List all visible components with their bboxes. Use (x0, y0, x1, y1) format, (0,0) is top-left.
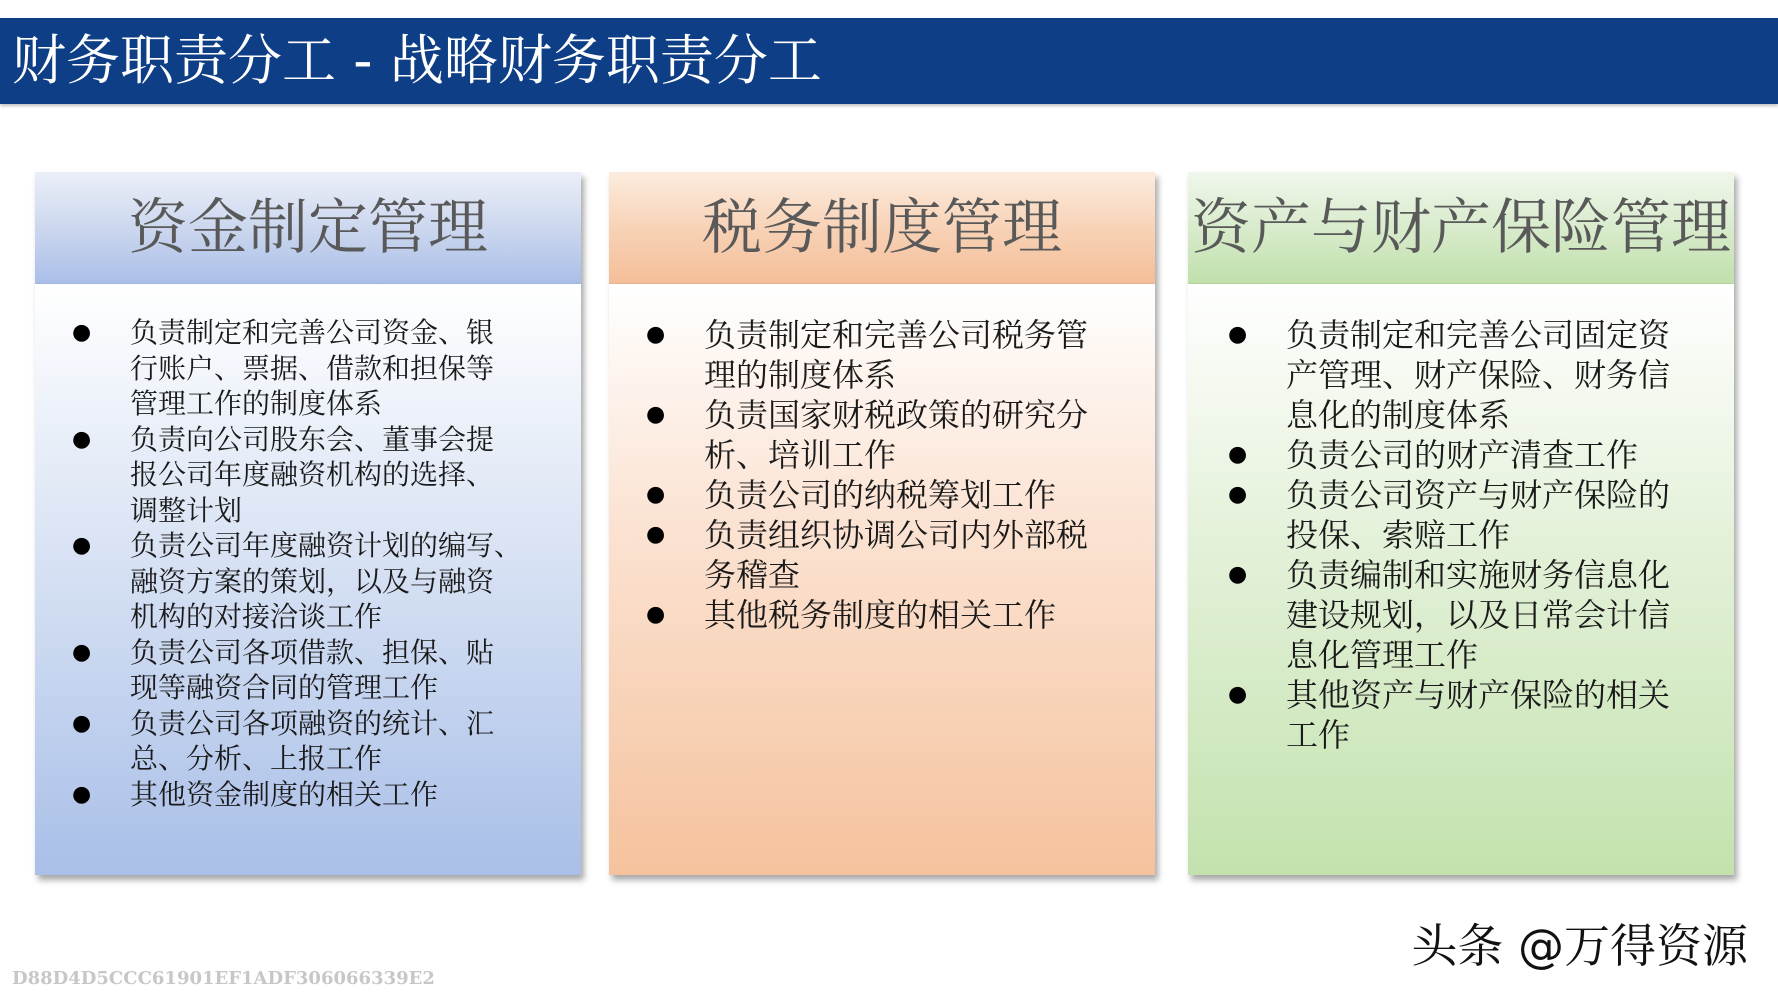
list-item (646, 515, 1124, 595)
column-heading: 资金制定管理 (128, 193, 488, 263)
list-item (72, 528, 550, 635)
column-header (35, 172, 581, 284)
document-code: D88D4D5CCC61901EF1ADF306066339E2 (12, 968, 435, 989)
bullet-icon: ● (646, 522, 666, 547)
duty-list (646, 315, 1124, 635)
bullet-icon: ● (646, 402, 666, 427)
list-item (72, 777, 550, 813)
list-item-text: 负责公司的纳税筹划工作 (704, 476, 1057, 514)
list-item (1228, 555, 1706, 675)
bullet-icon: ● (72, 533, 92, 558)
list-item (72, 422, 550, 529)
list-item (1228, 435, 1706, 475)
column-tax-management (609, 172, 1155, 875)
list-item-text: 其他税务制度的相关工作 (704, 596, 1057, 634)
list-item-text: 其他资金制度的相关工作 (130, 777, 439, 811)
bullet-icon: ● (1228, 682, 1248, 707)
list-item (646, 595, 1124, 635)
bullet-icon: ● (1228, 322, 1248, 347)
list-item-text: 负责公司年度融资计划的编写、 融资方案的策划，以及与融资 机构的对接洽谈工作 (130, 529, 523, 633)
column-header (609, 172, 1155, 284)
column-asset-insurance-management (1188, 172, 1734, 875)
list-item-text: 其他资产与财产保险的相关 工作 (1286, 676, 1671, 754)
bullet-icon: ● (646, 322, 666, 347)
column-heading: 税务制度管理 (702, 193, 1062, 263)
list-item-text: 负责公司各项借款、担保、贴 现等融资合同的管理工作 (130, 635, 495, 704)
duty-list (1228, 315, 1706, 755)
list-item (646, 475, 1124, 515)
list-item (646, 315, 1124, 395)
list-item (72, 706, 550, 777)
column-heading: 资产与财产保险管理 (1191, 193, 1731, 263)
list-item-text: 负责向公司股东会、董事会提 报公司年度融资机构的选择、 调整计划 (130, 422, 495, 527)
bullet-icon: ● (72, 781, 92, 807)
list-item-text: 负责组织协调公司内外部税 务稽查 (704, 516, 1089, 594)
bullet-icon: ● (1228, 562, 1248, 587)
list-item (646, 395, 1124, 475)
bullet-icon: ● (646, 602, 666, 627)
list-item (1228, 475, 1706, 555)
bullet-icon: ● (1228, 482, 1248, 507)
column-funds-management (35, 172, 581, 875)
list-item-text: 负责制定和完善公司税务管 理的制度体系 (704, 316, 1089, 394)
bullet-icon: ● (72, 320, 92, 345)
bullet-icon: ● (72, 710, 92, 736)
list-item-text: 负责公司各项融资的统计、汇 总、分析、上报工作 (130, 706, 495, 775)
list-item-text: 负责制定和完善公司固定资 产管理、财产保险、财务信 息化的制度体系 (1286, 316, 1671, 434)
list-item-text: 负责公司资产与财产保险的 投保、索赔工作 (1286, 476, 1671, 554)
list-item (72, 315, 550, 422)
list-item (1228, 675, 1706, 755)
title-bar (0, 18, 1778, 104)
source-watermark: 头条 @万得资源 (1411, 919, 1748, 973)
bullet-icon: ● (72, 639, 92, 665)
bullet-icon: ● (1228, 442, 1248, 467)
duty-list (72, 315, 550, 812)
column-header (1188, 172, 1734, 284)
list-item-text: 负责制定和完善公司资金、银 行账户、票据、借款和担保等 管理工作的制度体系 (130, 316, 495, 420)
list-item-text: 负责国家财税政策的研究分 析、培训工作 (704, 396, 1089, 474)
page-title: 财务职责分工 - 战略财务职责分工 (12, 29, 822, 92)
list-item (72, 635, 550, 706)
bullet-icon: ● (646, 482, 666, 507)
list-item (1228, 315, 1706, 435)
list-item-text: 负责公司的财产清查工作 (1286, 436, 1639, 474)
list-item-text: 负责编制和实施财务信息化 建设规划，以及日常会计信 息化管理工作 (1286, 556, 1671, 674)
bullet-icon: ● (72, 426, 92, 452)
